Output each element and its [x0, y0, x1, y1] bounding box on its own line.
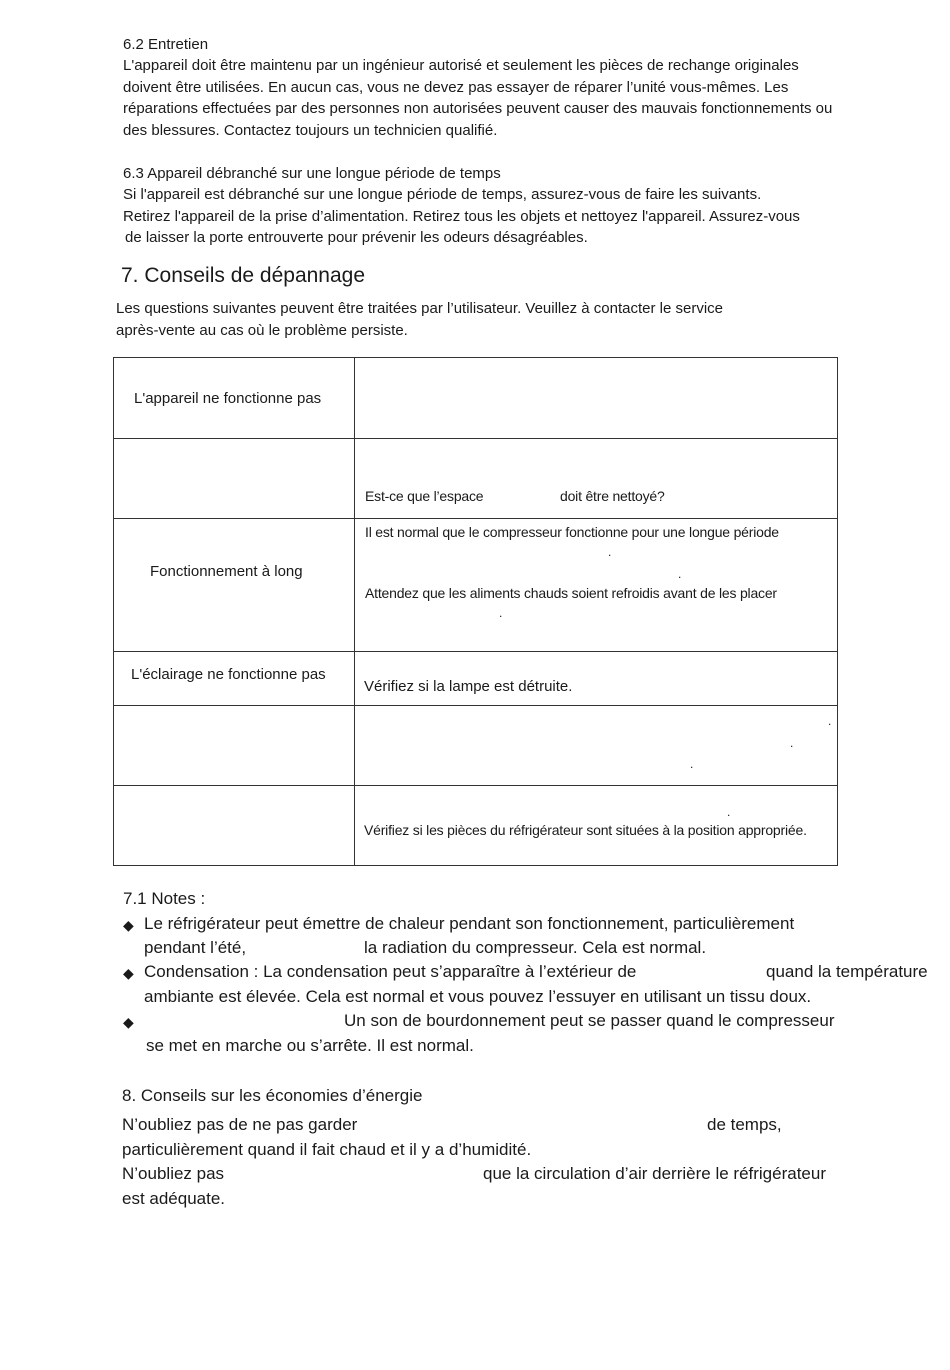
section-6-2-line: doivent être utilisées. En aucun cas, vous ne devez pas essayer de réparer l’unité vous-mêmes. Les	[123, 79, 789, 96]
section-8-text: N’oubliez pas	[122, 1164, 225, 1183]
section-6-3-line: Retirez l'appareil de la prise d’alimentation. Retirez tous les objets et nettoyez l'appareil. Assurez-vous	[123, 208, 800, 225]
table-cell: Vérifiez si les pièces du réfrigérateur sont situées à la position appropriée.	[364, 822, 807, 838]
section-8-text: que la circulation d’air derrière le réfrigérateur	[483, 1164, 826, 1183]
section-7-title: 7. Conseils de dépannage	[121, 264, 366, 287]
note-text: pendant l’été,	[144, 938, 247, 957]
section-8-text: N’oubliez pas de ne pas garder	[122, 1115, 358, 1134]
note-text: Le réfrigérateur peut émettre de chaleur pendant son fonctionnement, particulièrement	[144, 914, 795, 933]
table-dot: .	[727, 805, 731, 819]
note-text: Condensation : La condensation peut s’apparaître à l’extérieur de	[144, 962, 637, 981]
table-cell: L'éclairage ne fonctionne pas	[131, 666, 326, 683]
table-dot: .	[828, 714, 832, 728]
table-cell: L'appareil ne fonctionne pas	[134, 390, 322, 407]
section-7-intro: Les questions suivantes peuvent être traitées par l’utilisateur. Veuillez à contacter le service	[116, 300, 724, 317]
table-cell: Est-ce que l’espace	[365, 488, 484, 504]
note-text: se met en marche ou s’arrête. Il est normal.	[146, 1036, 474, 1055]
table-dot: .	[790, 736, 794, 750]
table-cell: doit être nettoyé?	[560, 488, 665, 504]
section-8-title: 8. Conseils sur les économies d’énergie	[122, 1086, 423, 1105]
table-dot: .	[608, 545, 612, 559]
bullet-icon: ◆	[123, 965, 134, 981]
section-8-text: particulièrement quand il fait chaud et il y a d’humidité.	[122, 1140, 532, 1159]
section-6-2-title: 6.2 Entretien	[123, 36, 209, 53]
section-6-3-line: Si l'appareil est débranché sur une longue période de temps, assurez-vous de faire les suivants.	[123, 186, 762, 203]
table-cell: Vérifiez si la lampe est détruite.	[364, 678, 573, 695]
table-cell: Attendez que les aliments chauds soient refroidis avant de les placer	[365, 585, 777, 601]
section-7-intro: après-vente au cas où le problème persiste.	[116, 322, 408, 339]
section-6-3-title: 6.3 Appareil débranché sur une longue période de temps	[123, 165, 501, 182]
note-text: la radiation du compresseur. Cela est normal.	[364, 938, 707, 957]
table-dot: .	[678, 567, 682, 581]
section-6-3-line: de laisser la porte entrouverte pour prévenir les odeurs désagréables.	[125, 229, 588, 246]
section-6-2-line: réparations effectuées par des personnes non autorisées peuvent causer des mauvais fonctionnements ou	[123, 100, 833, 117]
note-text: ambiante est élevée. Cela est normal et vous pouvez l’essuyer en utilisant un tissu doux.	[144, 987, 812, 1006]
table-dot: .	[690, 757, 694, 771]
table-cell: Fonctionnement à long	[150, 563, 303, 580]
bullet-icon: ◆	[123, 1014, 134, 1030]
notes-title: 7.1 Notes :	[123, 889, 206, 908]
section-6-2-line: des blessures. Contactez toujours un technicien qualifié.	[123, 122, 498, 139]
section-8-text: est adéquate.	[122, 1189, 226, 1208]
table-cell: Il est normal que le compresseur fonctionne pour une longue période	[365, 524, 779, 540]
section-8-text: de temps,	[707, 1115, 782, 1134]
note-text: quand la température	[766, 962, 928, 981]
table-dot: .	[499, 606, 503, 620]
bullet-icon: ◆	[123, 917, 134, 933]
note-text: Un son de bourdonnement peut se passer quand le compresseur	[344, 1011, 835, 1030]
section-6-2-line: L'appareil doit être maintenu par un ingénieur autorisé et seulement les pièces de rechange originales	[123, 57, 799, 74]
